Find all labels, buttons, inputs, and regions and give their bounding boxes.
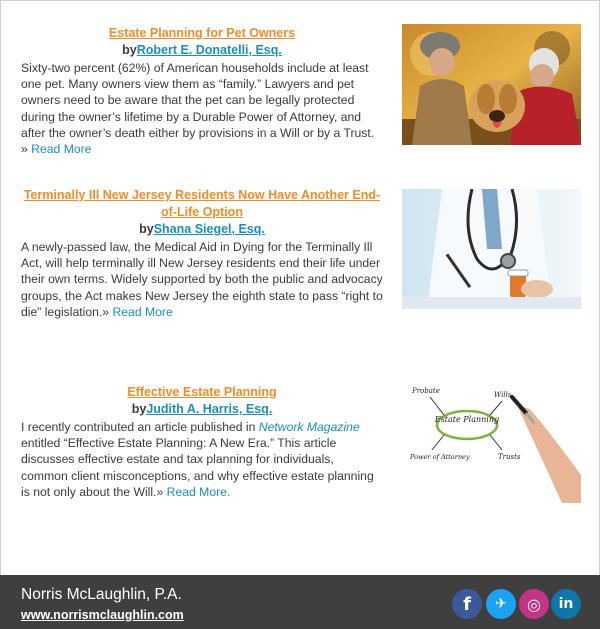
diagram-poa-label: Power of Attorney — [410, 453, 470, 461]
byline — [21, 221, 383, 238]
article-title-link[interactable]: Terminally Ill New Jersey Residents Now Have Another End-of-Life Option — [23, 188, 381, 219]
summary-text-continued: entitled “Effective Estate Planning: A New Era.” This article discusses effective estate and tax planning for individuals, common client misconceptions, and why effective estate planning is not only about the Will.» — [21, 436, 374, 499]
author-link[interactable]: Robert E. Donatelli, Esq. — [136, 43, 282, 57]
byline — [21, 42, 383, 59]
twitter-icon[interactable]: ✈ — [486, 589, 516, 619]
article-effective-planning — [21, 384, 383, 500]
estate-planning-diagram — [402, 375, 581, 511]
byline — [21, 401, 383, 418]
diagram-probate-label: Probate — [412, 387, 440, 395]
by-label: by — [131, 402, 147, 416]
article-image-doctor[interactable] — [402, 189, 581, 309]
pet-owners-photo — [402, 24, 581, 145]
article-title-link[interactable]: Estate Planning for Pet Owners — [108, 26, 296, 40]
article-summary — [21, 419, 383, 500]
read-more-link[interactable]: Read More — [112, 304, 173, 319]
article-title-link[interactable]: Effective Estate Planning — [127, 385, 277, 399]
footer — [0, 575, 600, 629]
diagram-wills-label: Wills — [494, 391, 512, 399]
article-summary — [21, 60, 383, 157]
summary-text: Sixty-two percent (62%) of American households include at least one pet. Many owners view them as “family.” Lawyers and pet owners need to be aware that the pet can be legally protected during the owner’s lifetime by a Durable Power of Attorney, and after the owner’s death either by provisions in a Will or by a Trust. » — [21, 61, 375, 157]
author-link[interactable]: Shana Siegel, Esq. — [153, 222, 265, 236]
read-more-link[interactable]: Read More. — [166, 484, 231, 499]
author-link[interactable]: Judith A. Harris, Esq. — [146, 402, 273, 416]
summary-text: I recently contributed an article published in — [21, 420, 259, 434]
instagram-icon[interactable]: ◎ — [519, 589, 549, 619]
diagram-trusts-label: Trusts — [498, 453, 521, 461]
firm-name: Norris McLaughlin, P.A. — [21, 586, 182, 603]
diagram-center-label: Estate Planning — [434, 415, 500, 424]
summary-text: A newly-passed law, the Medical Aid in Dying for the Terminally Ill Act, will help terminally ill New Jersey residents end their life under their own terms. Widely supported by both the public and advocacy groups, the Act makes New Jersey the eighth state to pass “right to die” legislation.» — [21, 240, 383, 319]
linkedin-icon[interactable]: in — [551, 589, 581, 619]
facebook-icon[interactable]: f — [452, 589, 482, 619]
doctor-photo — [402, 189, 581, 309]
website-link[interactable]: www.norrismclaughlin.com — [21, 608, 184, 622]
by-label: by — [122, 43, 137, 57]
article-image-pets[interactable] — [402, 24, 581, 145]
read-more-link[interactable]: Read More — [31, 142, 92, 157]
article-image-diagram[interactable] — [402, 375, 581, 511]
article-summary — [21, 239, 383, 320]
by-label: by — [139, 222, 154, 236]
article-end-of-life — [21, 187, 383, 320]
magazine-name: Network Magazine — [258, 420, 360, 434]
article-pet-owners — [21, 25, 383, 157]
